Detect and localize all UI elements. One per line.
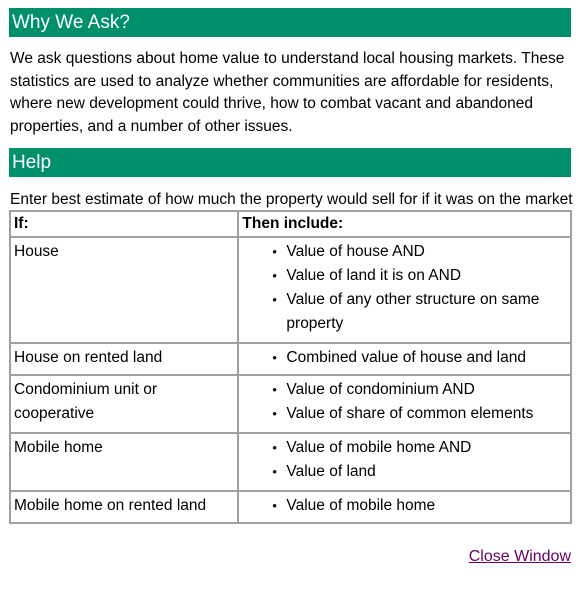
include-list [242,346,567,370]
row-condition: House [10,237,238,343]
help-intro-text: Enter best estimate of how much the property would sell for if it was on the market [10,191,573,208]
help-table [9,210,572,524]
row-items-cell [238,433,571,491]
list-item: • Value of house AND [274,240,567,264]
table-row [10,375,571,433]
list-item: • Value of any other structure on same property [274,288,567,336]
list-item: • Value of land it is on AND [274,264,567,288]
close-window-link[interactable]: Close Window [468,548,571,565]
include-list [242,378,567,426]
row-condition: Mobile home [10,433,238,491]
list-item: • Combined value of house and land [274,346,567,370]
row-items-cell [238,375,571,433]
include-list [242,436,567,484]
why-we-ask-text: We ask questions about home value to understand local housing markets. These statistics are used to analyze whether communities are affordable for residents, where new development could thrive, how to combat vacant and abandoned properties, and a number of other issues. [10,50,565,135]
row-condition: House on rented land [10,343,238,375]
include-list [242,494,567,518]
why-we-ask-header: Why We Ask? [9,8,571,37]
table-row [10,343,571,375]
column-header-then-include: Then include: [238,211,571,237]
table-header-row [10,211,571,237]
column-header-if: If: [10,211,238,237]
row-items-cell [238,491,571,523]
table-row [10,237,571,343]
list-item: • Value of condominium AND [274,378,567,402]
row-condition: Condominium unit or cooperative [10,375,238,433]
table-row [10,433,571,491]
list-item: • Value of mobile home [274,494,567,518]
list-item: • Value of land [274,460,567,484]
help-header: Help [9,148,571,177]
table-row [10,491,571,523]
list-item: • Value of mobile home AND [274,436,567,460]
row-items-cell [238,343,571,375]
row-items-cell [238,237,571,343]
include-list [242,240,567,336]
row-condition: Mobile home on rented land [10,491,238,523]
list-item: • Value of share of common elements [274,402,567,426]
